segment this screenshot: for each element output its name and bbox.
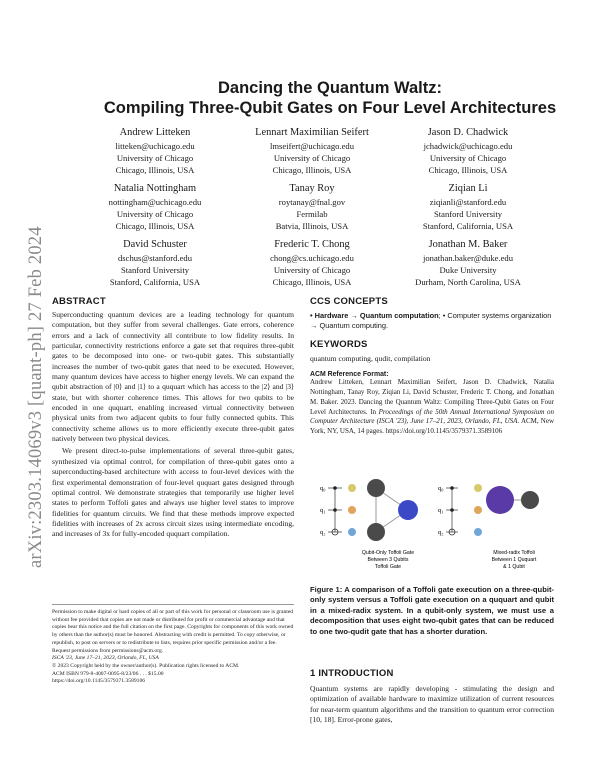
author-location: Stanford, California, USA xyxy=(109,277,201,287)
author-location: Chicago, Illinois, USA xyxy=(115,221,195,231)
author-affiliation: University of Chicago xyxy=(273,153,351,163)
diagram-label: Mixed-radix Toffoli xyxy=(493,550,535,556)
qubit-marker xyxy=(348,506,356,514)
mixed-radix-system xyxy=(438,484,539,570)
ccs-separator: ; • Computer systems organization → Quantum computing xyxy=(310,311,552,331)
qubit-node xyxy=(398,500,418,520)
title-line-1: Dancing the Quantum Waltz: xyxy=(218,79,442,97)
author-affiliation: Stanford University xyxy=(120,265,190,275)
qubit-node xyxy=(521,491,539,509)
control-dot xyxy=(450,508,454,512)
author-email: nottingham@uchicago.edu xyxy=(108,197,202,207)
venue-line: ISCA '23, June 17–21, 2023, Orlando, FL, USA xyxy=(52,655,159,662)
reference-part: Andrew Litteken, Lennart Maximilian Seifert, Jason D. Chadwick, Natalia Nottingham, Tanay Roy, Ziqian Li, David Schuster, Frederic T. Chong, and Jonathan M. Baker. 2023. Dancing the Quantum Waltz: Compiling Three-Qubit Gates on Four Level Architectures. In xyxy=(310,378,554,416)
abstract-paragraph-1: Superconducting quantum devices are a leading technology for quantum computation, but they suffer from several challenges. Gate errors, coherence errors and a lack of connectivity all contribute to low fidelity results. In particular, connectivity restrictions enforce a gate set that requires three-qubit gates to be decomposed into one- or two-qubit gates. This substantially increases the number of two-qubit gates that need to be executed. However, many quantum devices have access to higher energy levels. We can expand the qubit abstraction of |0⟩ and |1⟩ to a ququart which has access to the |2⟩ and |3⟩ state, but with shorter coherence times. This allows for two qubits to be encoded in one ququart, enabling increased virtual connectivity between physical units from two adjacent qubits to four fully connected qubits. This connectivity scheme allows us to more efficiently execute three-qubit gates natively between two physical devices. xyxy=(52,310,294,444)
ccs-end: . xyxy=(386,321,389,331)
ccs-heading: CCS CONCEPTS xyxy=(310,296,388,307)
qubit-marker xyxy=(474,484,482,492)
reference-format-heading: ACM Reference Format: xyxy=(310,371,389,379)
author-block xyxy=(383,126,553,176)
author-block xyxy=(227,126,397,176)
reference-format-text xyxy=(310,378,554,436)
qubit-label: q₁ xyxy=(438,507,444,514)
author-location: Chicago, Illinois, USA xyxy=(272,277,352,287)
control-dot xyxy=(333,486,337,490)
copyright-line: © 2023 Copyright held by the owner/author(s). Publication rights licensed to ACM. xyxy=(52,662,240,669)
qubit-marker xyxy=(348,528,356,536)
abstract-heading: ABSTRACT xyxy=(52,296,106,307)
author-name: Tanay Roy xyxy=(289,183,335,194)
introduction-heading: 1 INTRODUCTION xyxy=(310,668,394,679)
author-affiliation: University of Chicago xyxy=(429,153,507,163)
author-email: jonathan.baker@duke.edu xyxy=(423,253,513,263)
diagram-label: & 1 Qubit xyxy=(503,564,525,570)
author-name: Andrew Litteken xyxy=(119,127,191,138)
title-line-2: Compiling Three-Qubit Gates on Four Level Architectures xyxy=(103,99,557,117)
diagram-label: Between 3 Qubits xyxy=(367,557,409,563)
toffoli-comparison-diagram xyxy=(318,470,550,578)
paper-title xyxy=(60,78,600,118)
author-location: Chicago, Illinois, USA xyxy=(115,165,195,175)
author-email: dschus@stanford.edu xyxy=(117,253,193,263)
author-name: Jason D. Chadwick xyxy=(427,127,509,138)
keywords-heading: KEYWORDS xyxy=(310,339,368,351)
author-name: Frederic T. Chong xyxy=(274,239,350,250)
author-email: ziqianli@stanford.edu xyxy=(429,197,507,207)
keywords-text: quantum computing, qudit, compilation xyxy=(310,354,431,364)
author-block xyxy=(70,182,240,232)
author-location: Chicago, Illinois, USA xyxy=(428,165,508,175)
author-email: lmseifert@uchicago.edu xyxy=(269,141,355,151)
doi-link[interactable]: https://doi.org/10.1145/3579371.3589106 xyxy=(52,678,146,685)
permission-footnote xyxy=(52,604,294,686)
author-affiliation: University of Chicago xyxy=(116,209,194,219)
author-location: Stanford, California, USA xyxy=(422,221,514,231)
author-email: chong@cs.uchicago.edu xyxy=(270,253,354,263)
author-email: litteken@uchicago.edu xyxy=(115,141,195,151)
author-affiliation: Duke University xyxy=(439,265,497,275)
ccs-concepts xyxy=(310,311,554,331)
diagram-label: Qubit-Only Toffoli Gate xyxy=(361,550,415,556)
reference-part: ACM, New York, NY, USA, 14 pages. https://doi.org/10.1145/3579371.3589106 xyxy=(310,417,554,435)
author-affiliation: Fermilab xyxy=(296,209,328,219)
qubit-label: q₂ xyxy=(438,529,444,536)
control-dot xyxy=(450,486,454,490)
control-dot xyxy=(333,508,337,512)
qubit-marker xyxy=(474,528,482,536)
author-name: Jonathan M. Baker xyxy=(428,239,508,250)
qubit-node xyxy=(367,523,385,541)
qubit-label: q₂ xyxy=(320,529,326,536)
author-email: roytanay@fnal.gov xyxy=(278,197,346,207)
author-block xyxy=(383,238,553,288)
ccs-term-hardware: • Hardware → Quantum computation xyxy=(310,311,439,320)
author-name: David Schuster xyxy=(123,239,187,250)
right-column xyxy=(310,296,554,437)
author-location: Durham, North Carolina, USA xyxy=(415,277,521,287)
arxiv-stamp: arXiv:2303.14069v3 [quant-ph] 27 Feb 2024 xyxy=(26,226,46,568)
qubit-label: q₁ xyxy=(320,507,326,514)
author-affiliation: University of Chicago xyxy=(273,265,351,275)
author-name: Lennart Maximilian Seifert xyxy=(255,127,369,138)
abstract-paragraph-2: We present direct-to-pulse implementations of several three-qubit gates, synthesized via optimal control, for compilation of three-qubit gates onto a superconducting-based architecture with access to four-level devices with the first experimental demonstration of four-level ququart gates designed through optimal control. We demonstrate strategies that temporarily use higher level states to perform Toffoli gates and always use higher level states to improve fidelities for quantum circuits. We find that these methods improve expected fidelities with increases of 2x across circuit sizes using intermediate encoding, and increases of 3x for fully-encoded ququart compilation. xyxy=(52,446,294,539)
isbn-line: ACM ISBN 979-8-4007-0095-8/23/06 . . . $15.00 xyxy=(52,670,164,677)
qubit-marker xyxy=(474,506,482,514)
left-column xyxy=(52,296,294,540)
author-block xyxy=(70,238,240,288)
author-affiliation: University of Chicago xyxy=(116,153,194,163)
qubit-label: q₀ xyxy=(438,485,444,492)
author-email: jchadwick@uchicago.edu xyxy=(423,141,513,151)
qubit-only-system xyxy=(320,479,418,570)
reference-proceedings: Proceedings of the 50th Annual International Symposium on Computer Architecture (ISCA '23), June 17–21, 2023, Orlando, FL, USA. xyxy=(310,407,554,426)
author-block xyxy=(227,238,397,288)
author-affiliation: Stanford University xyxy=(433,209,503,219)
author-location: Batvia, Illinois, USA xyxy=(275,221,349,231)
qubit-node xyxy=(367,479,385,497)
figure-1-caption: Figure 1: A comparison of a Toffoli gate execution on a three-qubit-only system versus a Toffoli gate execution on a ququart and qubit in a mixed-radix system. In a qubit-only system, we must use a decomposition that uses eight two-qubit gates that can be reduced to one two-qudit gate that has a shorter duration. xyxy=(310,585,554,636)
author-location: Chicago, Illinois, USA xyxy=(272,165,352,175)
diagram-label: Toffoli Gate xyxy=(374,564,402,570)
figure-1 xyxy=(318,470,550,578)
author-name: Ziqian Li xyxy=(448,183,488,194)
permission-text: Permission to make digital or hard copies of all or part of this work for personal or classroom use is granted without fee provided that copies are not made or distributed for profit or commercial advantage and that copies bear this notice and the full citation on the first page. Copyrights for components of this work owned by others than the author(s) must be honored. Abstracting with credit is permitted. To copy otherwise, or republish, to post on servers or to redistribute to lists, requires prior specific permission and/or a fee. Request permissions from permissions@acm.org. xyxy=(52,609,294,654)
qubit-marker xyxy=(348,484,356,492)
qubit-label: q₀ xyxy=(320,485,326,492)
diagram-label: Between 1 Ququart xyxy=(491,557,537,563)
author-name: Natalia Nottingham xyxy=(113,183,197,194)
author-block xyxy=(70,126,240,176)
ququart-node xyxy=(486,486,514,514)
author-block xyxy=(383,182,553,232)
author-block xyxy=(227,182,397,232)
introduction-paragraph: Quantum systems are rapidly developing - stimulating the design and optimization of available hardware to maximize utilization of current resources for near-term quantum algorithms and the transition to quantum error correction [10, 18]. Error-prone gates, xyxy=(310,684,554,725)
